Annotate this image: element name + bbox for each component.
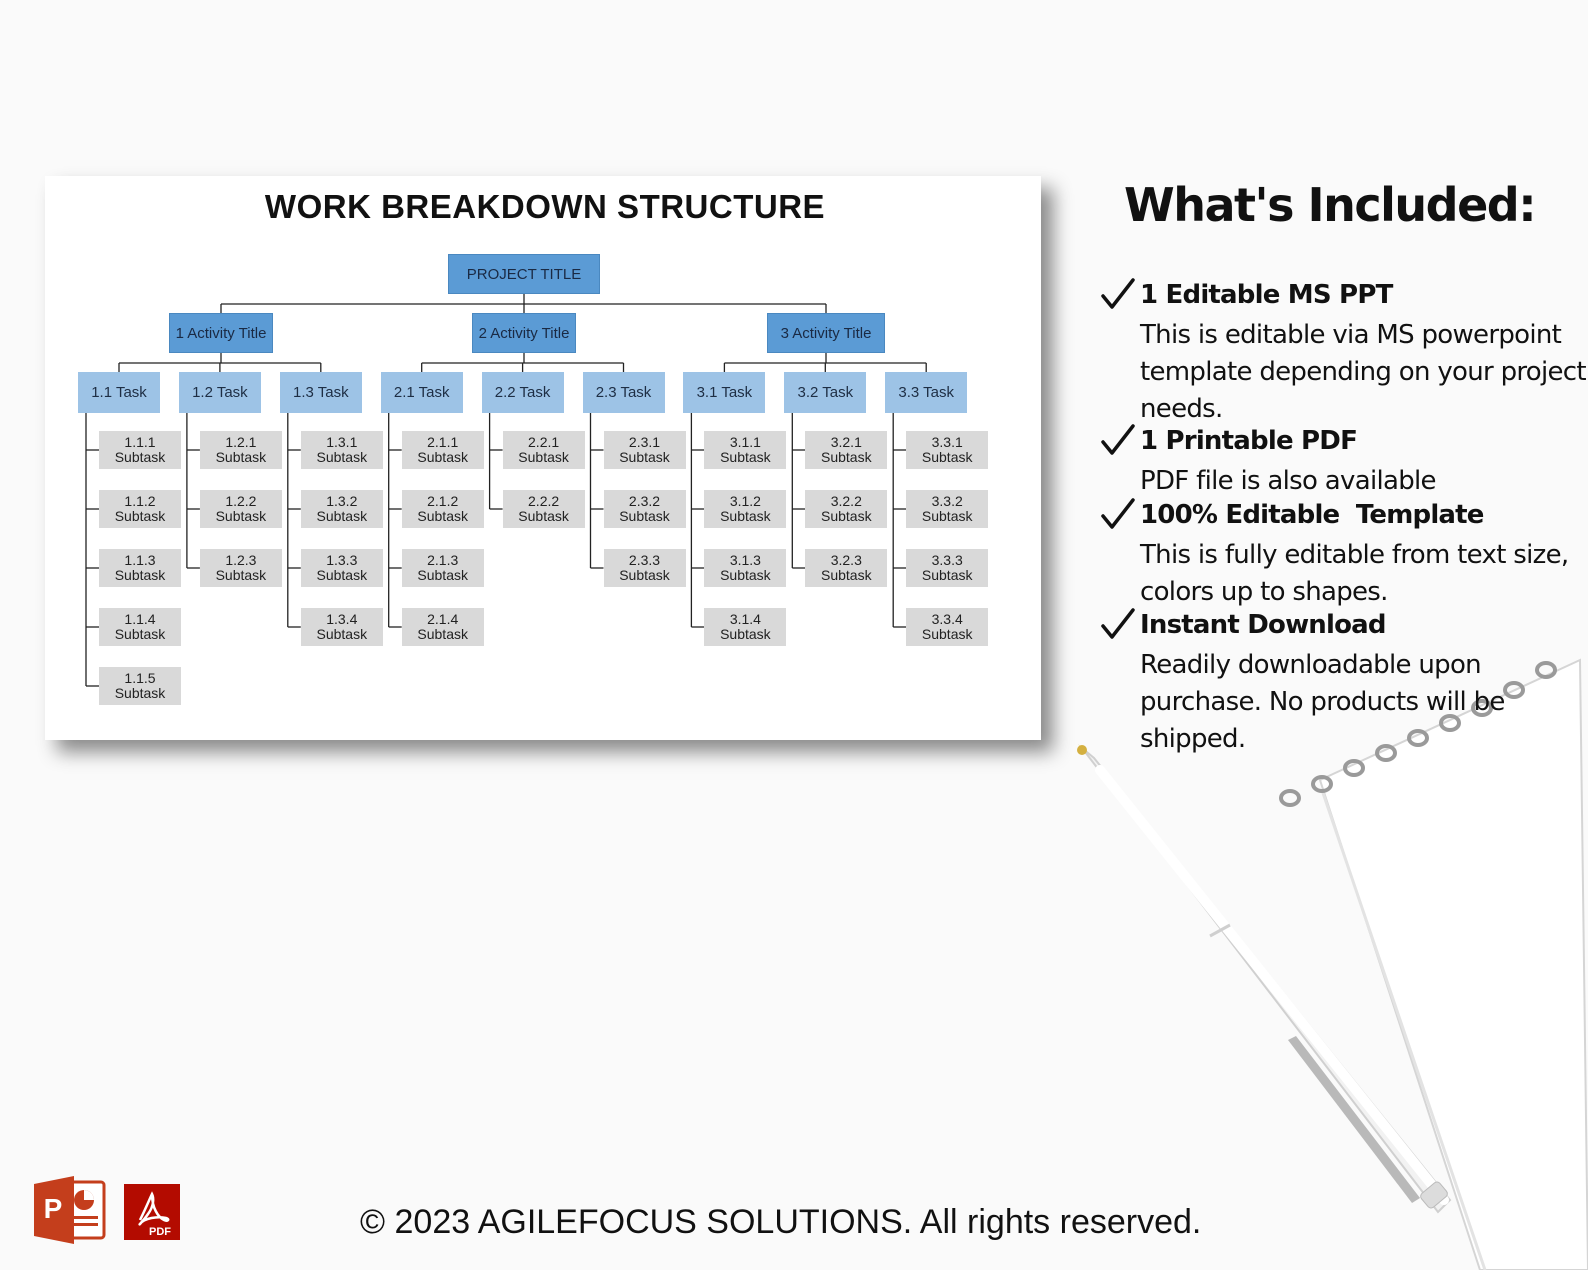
task-box: 1.1 Task [78, 372, 160, 413]
subtask-box [604, 490, 686, 528]
subtask-box [503, 490, 585, 528]
task-box: 2.2 Task [482, 372, 564, 413]
feature-title: 100% Editable Template [1140, 500, 1484, 530]
subtask-box [704, 549, 786, 587]
subtask-box [604, 431, 686, 469]
subtask-label: Subtask [518, 449, 569, 465]
pdf-label: PDF [149, 1226, 171, 1238]
feature-title: Instant Download [1140, 610, 1386, 640]
subtask-box [301, 549, 383, 587]
subtask-box [906, 490, 988, 528]
subtask-box [99, 667, 181, 705]
subtask-box [200, 490, 282, 528]
project-title-box: PROJECT TITLE [448, 254, 600, 294]
subtask-box [99, 431, 181, 469]
subtask-box [99, 549, 181, 587]
subtask-box [301, 608, 383, 646]
subtask-box [99, 608, 181, 646]
subtask-label: Subtask [619, 567, 670, 583]
task-box: 2.1 Task [381, 372, 463, 413]
activity-box: 1 Activity Title [169, 313, 273, 353]
subtask-label: Subtask [821, 449, 872, 465]
subtask-number: 1.2.1 [225, 434, 257, 450]
subtask-label: Subtask [114, 626, 166, 642]
subtask-label: Subtask [518, 508, 569, 524]
powerpoint-letter: P [43, 1193, 63, 1224]
subtask-label: Subtask [417, 508, 468, 524]
subtask-box [906, 431, 988, 469]
subtask-label: Subtask [316, 626, 368, 642]
subtask-number: 2.1.4 [427, 611, 459, 627]
subtask-number: 3.3.3 [931, 552, 963, 568]
activity-box: 3 Activity Title [767, 313, 885, 353]
subtask-box [402, 549, 484, 587]
subtask-label: Subtask [921, 567, 973, 583]
subtask-label: Subtask [316, 449, 368, 465]
subtask-number: 2.3.3 [628, 552, 661, 568]
subtask-label: Subtask [417, 449, 468, 465]
subtask-label: Subtask [921, 449, 973, 465]
task-box: 3.2 Task [784, 372, 866, 413]
subtask-label: Subtask [921, 626, 973, 642]
subtask-label: Subtask [821, 508, 872, 524]
subtask-number: 3.1.4 [729, 611, 761, 627]
subtask-label: Subtask [316, 508, 368, 524]
subtask-number: 2.3.2 [628, 493, 661, 509]
subtask-box [805, 490, 887, 528]
feature-description: This is fully editable from text size, colors up to shapes. [1140, 540, 1569, 607]
subtask-box [402, 431, 484, 469]
subtask-box [200, 431, 282, 469]
subtask-number: 3.2.3 [830, 552, 862, 568]
subtask-label: Subtask [619, 508, 670, 524]
subtask-number: 3.3.2 [931, 493, 963, 509]
subtask-number: 1.1.1 [124, 434, 156, 450]
task-box: 2.3 Task [583, 372, 665, 413]
task-box: 1.3 Task [280, 372, 362, 413]
subtask-label: Subtask [114, 567, 166, 583]
subtask-label: Subtask [720, 508, 771, 524]
subtask-number: 1.3.1 [326, 434, 358, 450]
subtask-number: 3.1.2 [729, 493, 761, 509]
subtask-number: 2.2.2 [528, 493, 560, 509]
subtask-box [604, 549, 686, 587]
subtask-box [906, 608, 988, 646]
feature-description: Readily downloadable upon purchase. No products will be shipped. [1140, 650, 1505, 754]
feature-description: PDF file is also available [1140, 466, 1436, 496]
subtask-label: Subtask [619, 449, 670, 465]
subtask-label: Subtask [114, 449, 166, 465]
checkmark-icon [1100, 606, 1136, 642]
subtask-label: Subtask [215, 449, 267, 465]
subtask-box [805, 549, 887, 587]
subtask-number: 3.1.3 [729, 552, 761, 568]
subtask-number: 3.2.2 [830, 493, 862, 509]
subtask-label: Subtask [215, 508, 267, 524]
checkmark-icon [1100, 496, 1136, 532]
subtask-number: 1.1.2 [124, 493, 156, 509]
checkmark-icon [1100, 422, 1136, 458]
subtask-label: Subtask [720, 449, 771, 465]
subtask-number: 2.1.1 [427, 434, 459, 450]
feature-title: 1 Editable MS PPT [1140, 280, 1393, 310]
subtask-label: Subtask [417, 567, 468, 583]
subtask-label: Subtask [114, 508, 166, 524]
task-box: 3.3 Task [885, 372, 967, 413]
subtask-number: 3.2.1 [830, 434, 862, 450]
subtask-number: 2.1.2 [427, 493, 459, 509]
subtask-number: 2.1.3 [427, 552, 459, 568]
subtask-box [301, 431, 383, 469]
subtask-number: 1.2.3 [225, 552, 257, 568]
copyright-text: © 2023 AGILEFOCUS SOLUTIONS. All rights reserved. [360, 1203, 1202, 1241]
feature-description: This is editable via MS powerpoint template depending on your project needs. [1140, 320, 1586, 424]
task-box: 1.2 Task [179, 372, 261, 413]
subtask-number: 1.1.3 [124, 552, 156, 568]
subtask-number: 1.1.4 [124, 611, 156, 627]
feature-title: 1 Printable PDF [1140, 426, 1358, 456]
subtask-number: 2.3.1 [628, 434, 661, 450]
subtask-number: 2.2.1 [528, 434, 560, 450]
subtask-box [704, 490, 786, 528]
slide-title: WORK BREAKDOWN STRUCTURE [264, 188, 826, 225]
subtask-box [906, 549, 988, 587]
subtask-label: Subtask [720, 626, 771, 642]
whats-included-heading: What's Included: [1124, 178, 1536, 232]
subtask-box [503, 431, 585, 469]
subtask-box [99, 490, 181, 528]
subtask-label: Subtask [417, 626, 468, 642]
subtask-number: 3.1.1 [729, 434, 761, 450]
subtask-number: 1.3.4 [326, 611, 358, 627]
subtask-box [704, 431, 786, 469]
subtask-label: Subtask [821, 567, 872, 583]
subtask-label: Subtask [316, 567, 368, 583]
subtask-label: Subtask [215, 567, 267, 583]
subtask-box [402, 490, 484, 528]
subtask-number: 1.2.2 [225, 493, 257, 509]
task-box: 3.1 Task [683, 372, 765, 413]
subtask-box [301, 490, 383, 528]
subtask-label: Subtask [921, 508, 973, 524]
wbs-slide [45, 176, 1041, 740]
pdf-icon [124, 1184, 180, 1240]
subtask-number: 1.1.5 [124, 670, 156, 686]
subtask-number: 1.3.3 [326, 552, 358, 568]
checkmark-icon [1100, 276, 1136, 312]
subtask-box [402, 608, 484, 646]
activity-box: 2 Activity Title [472, 313, 576, 353]
subtask-box [704, 608, 786, 646]
subtask-box [805, 431, 887, 469]
subtask-box [200, 549, 282, 587]
subtask-number: 1.3.2 [326, 493, 358, 509]
subtask-number: 3.3.1 [931, 434, 963, 450]
powerpoint-icon [34, 1176, 106, 1244]
subtask-label: Subtask [720, 567, 771, 583]
subtask-label: Subtask [114, 685, 166, 701]
subtask-number: 3.3.4 [931, 611, 963, 627]
